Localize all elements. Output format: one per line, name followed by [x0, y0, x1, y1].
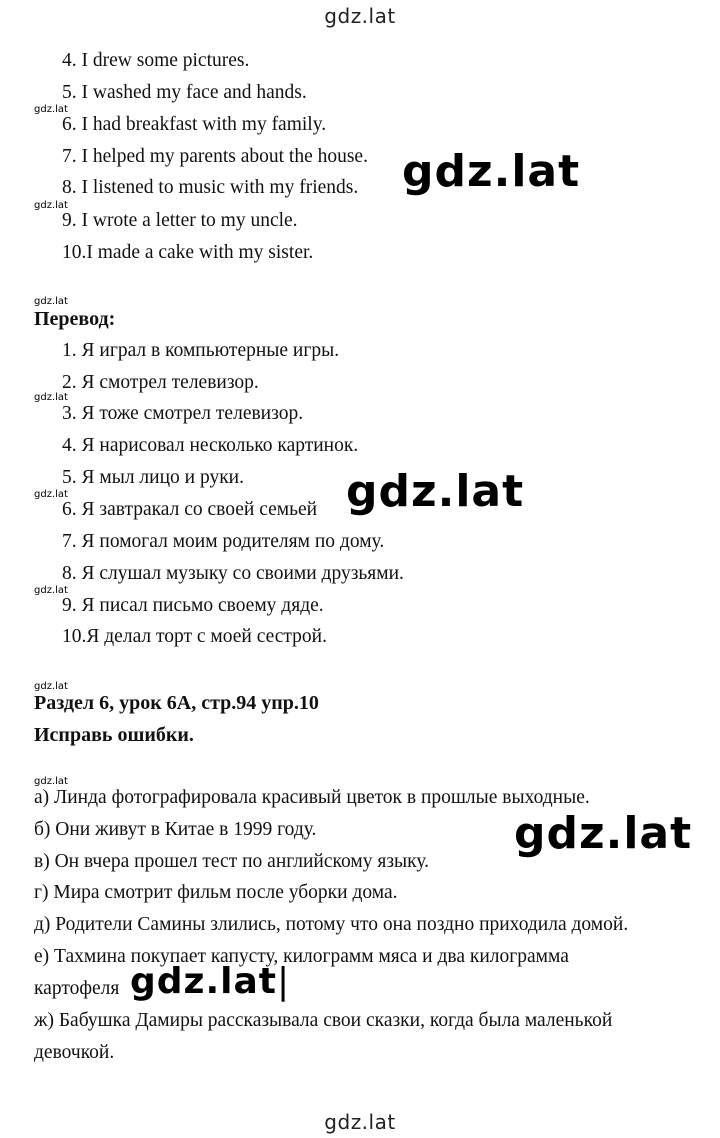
watermark-small: gdz.lat — [34, 392, 68, 403]
list-item: 8. Я слушал музыку со своими друзьями. — [62, 563, 404, 584]
list-item: 3. Я тоже смотрел телевизор. — [62, 403, 304, 424]
list-item: девочкой. — [34, 1042, 115, 1063]
list-item: 10.I made a cake with my sister. — [62, 242, 314, 263]
list-item: 7. Я помогал моим родителям по дому. — [62, 531, 385, 552]
list-item: в) Он вчера прошел тест по английскому языку. — [34, 851, 429, 872]
list-item: г) Мира смотрит фильм после уборки дома. — [34, 882, 398, 903]
list-item: е) Тахмина покупает капусту, килограмм мяса и два килограмма — [34, 946, 569, 967]
watermark-bottom: gdz.lat — [324, 1110, 396, 1134]
watermark-small: gdz.lat — [34, 104, 68, 115]
list-item: ж) Бабушка Дамиры рассказывала свои сказки, когда была маленькой — [34, 1010, 613, 1031]
watermark-large: gdz.lat — [514, 808, 693, 859]
list-item: 6. Я завтракал со своей семьей — [62, 499, 318, 520]
watermark-small: gdz.lat — [34, 585, 68, 596]
list-item: 2. Я смотрел телевизор. — [62, 372, 259, 393]
list-item: картофеля — [34, 978, 120, 999]
watermark-top: gdz.lat — [324, 4, 396, 28]
watermark-small: gdz.lat — [34, 681, 68, 692]
list-item: а) Линда фотографировала красивый цветок в прошлые выходные. — [34, 787, 590, 808]
watermark-large: gdz.lat — [402, 146, 581, 197]
list-item: 4. Я нарисовал несколько картинок. — [62, 435, 359, 456]
watermark-small: gdz.lat — [34, 489, 68, 500]
watermark-large: gdz.lat — [346, 466, 525, 517]
list-item: 8. I listened to music with my friends. — [62, 177, 359, 198]
list-item: 9. Я писал письмо своему дяде. — [62, 595, 324, 616]
list-item: 5. I washed my face and hands. — [62, 82, 307, 103]
list-item: 1. Я играл в компьютерные игры. — [62, 340, 340, 361]
list-item: 9. I wrote a letter to my uncle. — [62, 210, 298, 231]
watermark-large: gdz.lat| — [130, 961, 291, 1002]
section-task: Исправь ошибки. — [34, 724, 194, 746]
watermark-small: gdz.lat — [34, 776, 68, 787]
list-item: 5. Я мыл лицо и руки. — [62, 467, 244, 488]
translation-heading: Перевод: — [34, 308, 116, 330]
list-item: д) Родители Самины злились, потому что она поздно приходила домой. — [34, 914, 629, 935]
list-item: б) Они живут в Китае в 1999 году. — [34, 819, 317, 840]
list-item: 6. I had breakfast with my family. — [62, 114, 327, 135]
list-item: 10.Я делал торт с моей сестрой. — [62, 626, 327, 647]
watermark-small: gdz.lat — [34, 296, 68, 307]
watermark-small: gdz.lat — [34, 200, 68, 211]
section-title: Раздел 6, урок 6А, стр.94 упр.10 — [34, 692, 319, 714]
list-item: 4. I drew some pictures. — [62, 50, 250, 71]
list-item: 7. I helped my parents about the house. — [62, 146, 368, 167]
